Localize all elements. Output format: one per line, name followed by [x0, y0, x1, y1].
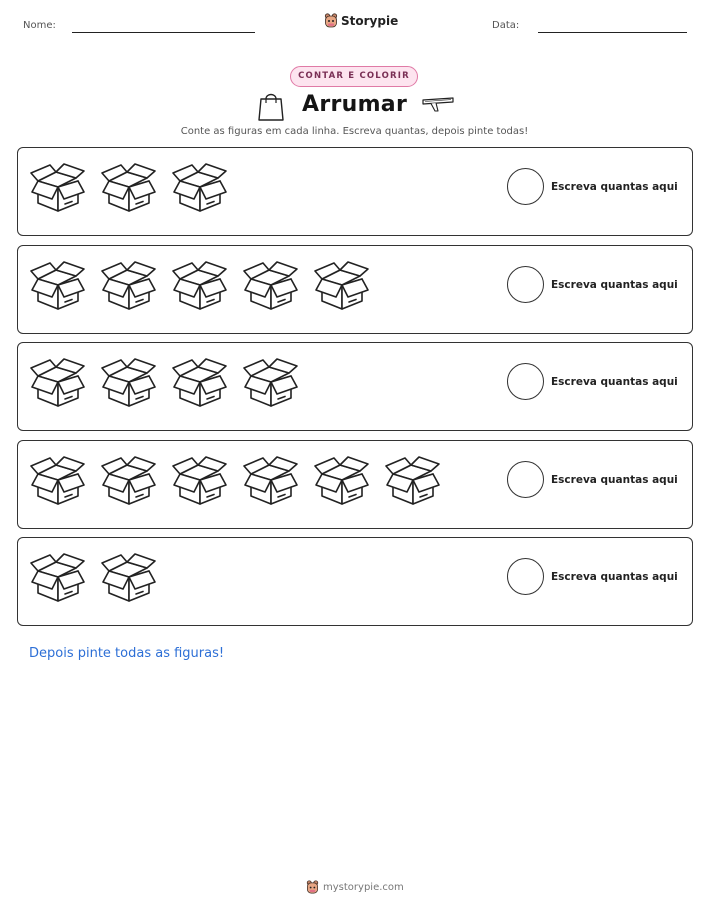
page-title: Arrumar: [302, 92, 408, 117]
brand-name: Storypie: [341, 14, 399, 28]
name-line[interactable]: [72, 32, 255, 33]
answer-label: Escreva quantas aqui: [551, 181, 678, 193]
counting-row: [17, 440, 693, 529]
shelf-icon: [421, 96, 455, 114]
open-box-icon[interactable]: [314, 257, 370, 313]
footer-note: Depois pinte todas as figuras!: [29, 646, 225, 661]
site-url: mystorypie.com: [323, 882, 404, 893]
shopping-bag-icon: [257, 90, 285, 122]
open-box-icon[interactable]: [243, 354, 299, 410]
open-box-icon[interactable]: [101, 354, 157, 410]
open-box-icon[interactable]: [243, 257, 299, 313]
answer-label: Escreva quantas aqui: [551, 376, 678, 388]
open-box-icon[interactable]: [172, 257, 228, 313]
date-line[interactable]: [538, 32, 687, 33]
answer-circle[interactable]: [507, 168, 544, 205]
open-box-icon[interactable]: [314, 452, 370, 508]
open-box-icon[interactable]: [243, 452, 299, 508]
open-box-icon[interactable]: [30, 452, 86, 508]
counting-row: [17, 342, 693, 431]
open-box-icon[interactable]: [172, 354, 228, 410]
counting-row: [17, 537, 693, 626]
answer-circle[interactable]: [507, 266, 544, 303]
open-box-icon[interactable]: [30, 549, 86, 605]
box-group: [30, 549, 157, 605]
box-group: [30, 159, 228, 215]
open-box-icon[interactable]: [172, 159, 228, 215]
answer-label: Escreva quantas aqui: [551, 571, 678, 583]
counting-rows: [17, 147, 693, 635]
open-box-icon[interactable]: [101, 257, 157, 313]
open-box-icon[interactable]: [385, 452, 441, 508]
open-box-icon[interactable]: [30, 354, 86, 410]
storypie-logo: [324, 13, 398, 29]
site-footer: [306, 880, 404, 895]
answer-label: Escreva quantas aqui: [551, 278, 678, 291]
open-box-icon[interactable]: [101, 452, 157, 508]
date-label: Data:: [492, 20, 520, 31]
instructions: Conte as figuras em cada linha. Escreva quantas, depois pinte todas!: [180, 126, 529, 137]
open-box-icon[interactable]: [30, 159, 86, 215]
activity-badge: CONTAR E COLORIR: [290, 66, 418, 87]
answer-label: Escreva quantas aqui: [551, 473, 678, 486]
storypie-footer-mascot-icon: [306, 880, 319, 895]
counting-row: [17, 245, 693, 334]
open-box-icon[interactable]: [30, 257, 86, 313]
answer-circle[interactable]: [507, 461, 544, 498]
open-box-icon[interactable]: [172, 452, 228, 508]
name-label: Nome:: [23, 20, 56, 31]
open-box-icon[interactable]: [101, 549, 157, 605]
counting-row: [17, 147, 693, 236]
open-box-icon[interactable]: [101, 159, 157, 215]
answer-circle[interactable]: [507, 558, 544, 595]
storypie-mascot-icon: [324, 13, 338, 29]
box-group: [30, 257, 370, 313]
box-group: [30, 354, 299, 410]
answer-circle[interactable]: [507, 363, 544, 400]
box-group: [30, 452, 441, 508]
